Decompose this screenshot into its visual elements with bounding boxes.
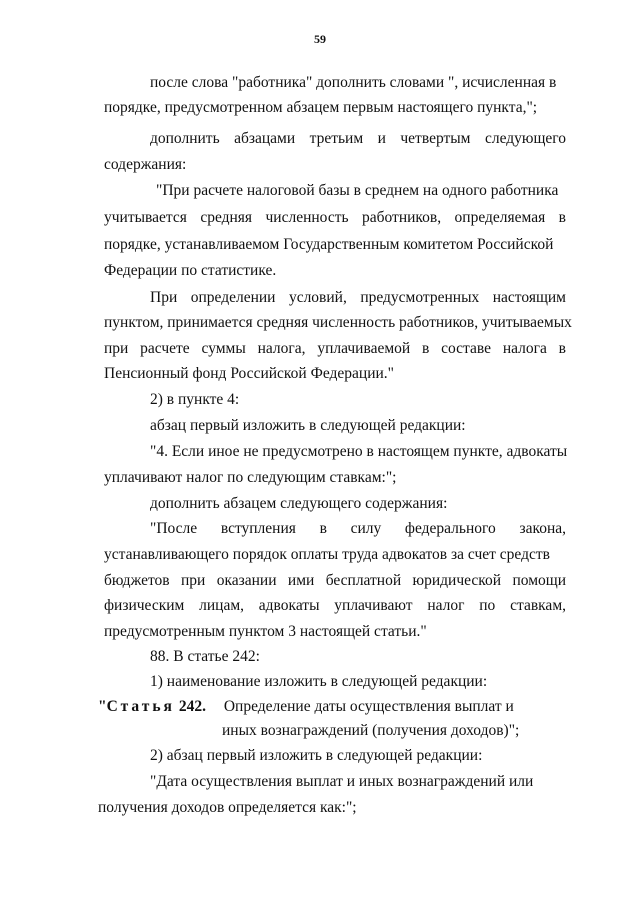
text-line: "При расчете налоговой базы в среднем на одного работника — [156, 182, 559, 199]
text-line: 1) наименование изложить в следующей редакции: — [150, 673, 488, 690]
text-line: "4. Если иное не предусмотрено в настоящем пункте, адвокаты — [150, 443, 568, 460]
article-heading-quote: " — [98, 698, 107, 715]
text-line: 88. В статье 242: — [150, 648, 260, 665]
text-line: При определении условий, предусмотренных настоящим — [150, 289, 566, 306]
text-line: получения доходов определяется как:"; — [98, 799, 357, 816]
text-line: дополнить абзацами третьим и четвертым следующего — [150, 130, 566, 147]
text-line: "После вступления в силу федерального закона, — [150, 520, 566, 537]
page-number: 59 — [314, 32, 326, 46]
text-line: устанавливающего порядок оплаты труда адвокатов за счет средств — [104, 546, 550, 563]
text-line: предусмотренным пунктом 3 настоящей статьи." — [104, 623, 427, 640]
text-line: 2) абзац первый изложить в следующей редакции: — [150, 747, 483, 764]
article-title-line: Определение даты осуществления выплат и — [223, 698, 514, 715]
text-line: пунктом, принимается средняя численность работников, учитываемых — [104, 314, 572, 331]
text-line: 2) в пункте 4: — [150, 391, 240, 408]
article-heading-number: 242. — [178, 698, 206, 715]
article-heading-word: Статья — [106, 698, 175, 715]
text-line: содержания: — [104, 156, 187, 173]
text-line: при расчете суммы налога, уплачиваемой в составе налога в — [104, 340, 566, 357]
text-line: учитывается средняя численность работников, определяемая в — [104, 209, 566, 226]
text-line: порядке, устанавливаемом Государственным комитетом Российской — [104, 236, 554, 253]
text-line: порядке, предусмотренном абзацем первым настоящего пункта,"; — [104, 99, 538, 116]
text-line: после слова "работника" дополнить словами ", исчисленная в — [150, 74, 557, 91]
text-line: "Дата осуществления выплат и иных вознаграждений или — [150, 773, 534, 790]
text-line: иных вознаграждений (получения доходов)"; — [222, 722, 520, 739]
text-line: абзац первый изложить в следующей редакции: — [150, 417, 466, 434]
text-line: бюджетов при оказании ими бесплатной юридической помощи — [104, 572, 566, 589]
text-line: дополнить абзацем следующего содержания: — [150, 495, 448, 512]
text-line: Пенсионный фонд Российской Федерации." — [104, 365, 394, 382]
text-line: физическим лицам, адвокаты уплачивают налог по ставкам, — [104, 597, 566, 614]
text-line: уплачивают налог по следующим ставкам:"; — [104, 469, 397, 486]
article-heading-line — [98, 698, 560, 716]
text-line: Федерации по статистике. — [104, 262, 277, 279]
